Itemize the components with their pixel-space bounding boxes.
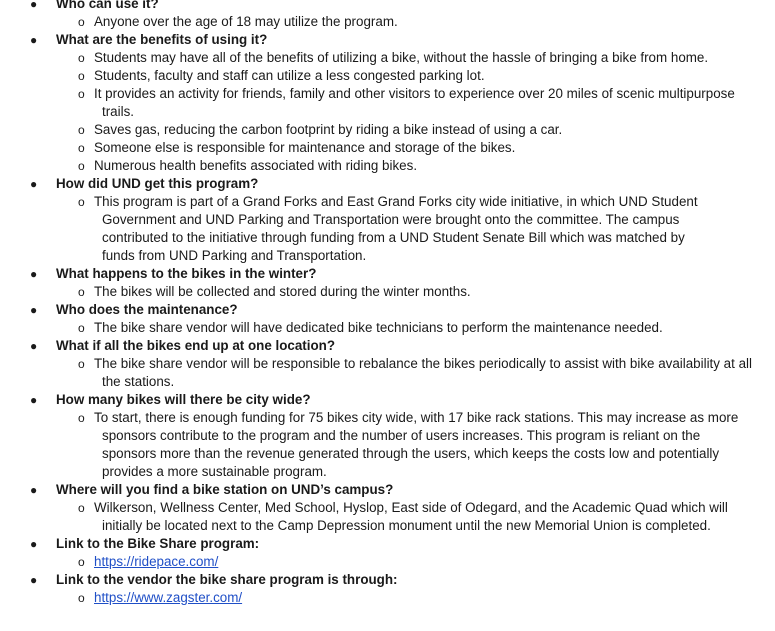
hollow-bullet-icon: o [78, 123, 85, 137]
faq-item [0, 481, 775, 535]
faq-item [0, 175, 775, 265]
faq-answer [56, 589, 775, 607]
faq-answer: o Wilkerson, Wellness Center, Med School, Hyslop, East side of Odegard, and the Academic Quad which will initially be located next to the Camp Depression monument until the new Memorial Union is completed. [78, 500, 728, 533]
filled-bullet-icon: ● [30, 33, 38, 47]
faq-item [0, 571, 775, 607]
faq-item [0, 391, 775, 481]
hollow-bullet-icon: o [78, 195, 85, 209]
hollow-bullet-icon: o [78, 87, 85, 101]
faq-question: Where will you find a bike station on UND’s campus? [56, 482, 394, 497]
faq-question: Who can use it? [56, 0, 159, 11]
faq-question: How many bikes will there be city wide? [56, 392, 311, 407]
faq-question: Link to the Bike Share program: [56, 536, 260, 551]
hollow-bullet-icon: o [78, 285, 85, 299]
faq-answer: o The bike share vendor will have dedicated bike technicians to perform the maintenance needed. [78, 320, 663, 335]
faq-question: What happens to the bikes in the winter? [56, 266, 317, 281]
faq-answer: o Anyone over the age of 18 may utilize the program. [78, 14, 398, 29]
faq-answer: o Saves gas, reducing the carbon footprint by riding a bike instead of using a car. [78, 122, 563, 137]
faq-answer: o Students, faculty and staff can utilize a less congested parking lot. [78, 68, 485, 83]
faq-answer: o This program is part of a Grand Forks and East Grand Forks city wide initiative, in which UND Student Government and UND Parking and Transportation were brought onto the committee. The campus contributed to the initiative through funding from a UND Student Senate Bill which was matched by funds from UND Parking and Transportation. [78, 194, 698, 263]
faq-answer: o It provides an activity for friends, family and other visitors to experience over 20 miles of scenic multipurpose trails. [78, 86, 735, 119]
faq-question: What are the benefits of using it? [56, 32, 268, 47]
hollow-bullet-icon: o [78, 321, 85, 335]
filled-bullet-icon: ● [30, 537, 38, 551]
faq-answer: o Someone else is responsible for maintenance and storage of the bikes. [78, 140, 516, 155]
vendor-link[interactable]: https://www.zagster.com/ [94, 590, 243, 605]
hollow-bullet-icon: o [78, 501, 85, 515]
hollow-bullet-icon: o [78, 69, 85, 83]
faq-item [0, 535, 775, 571]
filled-bullet-icon: ● [30, 483, 38, 497]
filled-bullet-icon: ● [30, 339, 38, 353]
filled-bullet-icon: ● [30, 177, 38, 191]
filled-bullet-icon: ● [30, 573, 38, 587]
hollow-bullet-icon: o [78, 15, 85, 29]
faq-item [0, 265, 775, 301]
hollow-bullet-icon: o [78, 591, 85, 605]
faq-answer: o The bikes will be collected and stored during the winter months. [78, 284, 471, 299]
bike-share-program-link[interactable]: https://ridepace.com/ [94, 554, 219, 569]
faq-question: Link to the vendor the bike share program is through: [56, 572, 398, 587]
hollow-bullet-icon: o [78, 555, 85, 569]
faq-answer: o Numerous health benefits associated with riding bikes. [78, 158, 418, 173]
faq-item [0, 301, 775, 337]
filled-bullet-icon: ● [30, 303, 38, 317]
hollow-bullet-icon: o [78, 51, 85, 65]
faq-item [0, 0, 775, 31]
filled-bullet-icon: ● [30, 393, 38, 407]
faq-question: Who does the maintenance? [56, 302, 238, 317]
filled-bullet-icon: ● [30, 267, 38, 281]
hollow-bullet-icon: o [78, 141, 85, 155]
hollow-bullet-icon: o [78, 411, 85, 425]
faq-answer: o The bike share vendor will be responsible to rebalance the bikes periodically to assist with bike availability at all the stations. [78, 356, 752, 389]
faq-item [0, 31, 775, 175]
faq-item [0, 337, 775, 391]
faq-question: How did UND get this program? [56, 176, 259, 191]
faq-answer: o Students may have all of the benefits of utilizing a bike, without the hassle of bringing a bike from home. [78, 50, 709, 65]
hollow-bullet-icon: o [78, 357, 85, 371]
faq-question: What if all the bikes end up at one location? [56, 338, 335, 353]
hollow-bullet-icon: o [78, 159, 85, 173]
faq-answer [56, 553, 775, 571]
filled-bullet-icon: ● [30, 0, 38, 11]
faq-answer: o To start, there is enough funding for 75 bikes city wide, with 17 bike rack stations. This may increase as more sponsors contribute to the program and the number of users increases. This program is reliant on the sponsors more than the revenue generated through the users, which keeps the costs low and potentially provides a more sustainable program. [78, 410, 739, 479]
